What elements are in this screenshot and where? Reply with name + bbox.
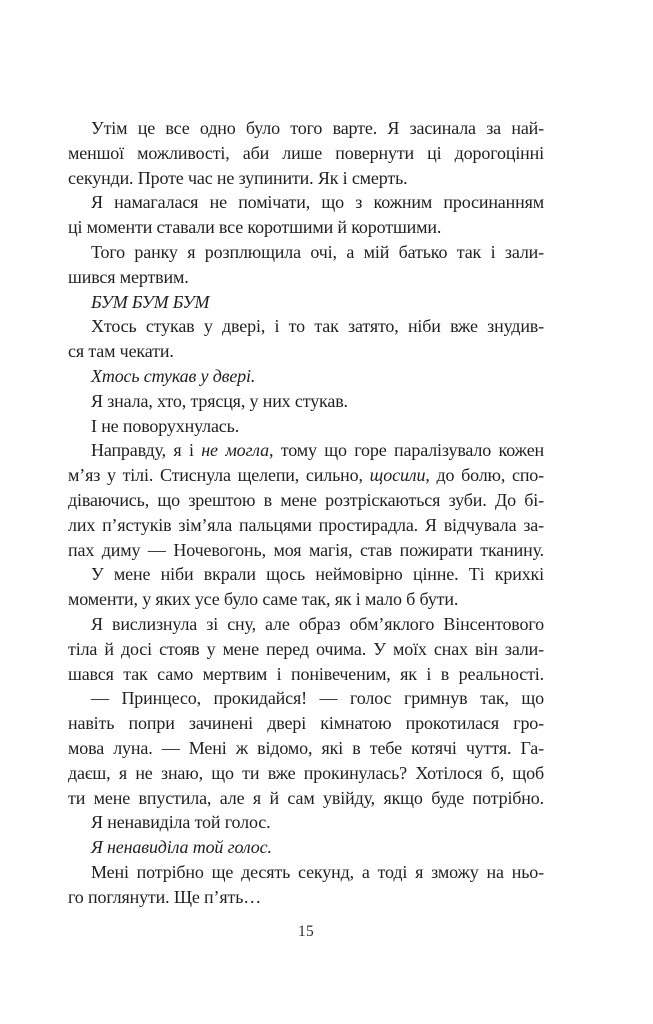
text-run: шався так само мертвим і понівеченим, як і в реальності. xyxy=(68,663,544,684)
text-run: Направду, я і xyxy=(91,440,202,461)
text-run: ся там чекати. xyxy=(68,341,174,362)
text-run: Я знала, хто, трясця, у них стукав. xyxy=(91,390,348,411)
text-line xyxy=(68,587,544,612)
text-line xyxy=(68,538,544,563)
italic-text-run: Я ненавиділа той голос. xyxy=(91,837,272,858)
text-run: ці моменти ставали все коротшими й коротшими. xyxy=(68,217,442,238)
text-run: тіла й досі стояв у мене перед очима. У моїх снах він зали- xyxy=(68,638,544,659)
text-line xyxy=(68,240,544,265)
text-line xyxy=(68,885,544,910)
text-run: меншої можливості, аби лише повернути ці дорогоцінні xyxy=(68,142,544,163)
text-line xyxy=(68,190,544,215)
text-line xyxy=(68,265,544,290)
text-line xyxy=(68,786,544,811)
text-run: Утім це все одно було того варте. Я засинала за най- xyxy=(91,118,544,138)
text-run: Я намагалася не помічати, що з кожним просинанням xyxy=(91,192,544,213)
text-line xyxy=(68,513,544,538)
text-line xyxy=(68,166,544,191)
text-line xyxy=(68,438,544,463)
text-run: моменти, у яких усе було саме так, як і мало б бути. xyxy=(68,589,459,610)
text-run: секунди. Проте час не зупинити. Як і смерть. xyxy=(68,167,408,188)
text-line xyxy=(68,662,544,687)
text-line xyxy=(68,141,544,166)
text-line xyxy=(68,761,544,786)
text-run: даєш, я не знаю, що ти вже прокинулась? Хотілося б, щоб xyxy=(68,762,544,783)
text-run: пах диму — Ночевогонь, моя магія, став пожирати тканину. xyxy=(68,539,544,560)
text-run: мова луна. — Мені ж відомо, які в тебе котячі чуття. Га- xyxy=(68,737,544,758)
page-number: 15 xyxy=(297,923,315,940)
text-run: го поглянути. Ще п’ять… xyxy=(68,886,262,907)
text-run: м’яз у тілі. Стиснула щелепи, сильно, xyxy=(68,465,370,486)
text-line xyxy=(68,215,544,240)
text-line xyxy=(68,488,544,513)
text-line xyxy=(68,612,544,637)
text-run: ти мене впустила, але я й сам увійду, якщо буде потрібно. xyxy=(68,787,544,808)
text-run: діваючись, що зрештою в мене розтріскаються зуби. До бі- xyxy=(68,489,544,510)
text-run: Я вислизнула зі сну, але образ обм’яклого Вінсентового xyxy=(91,613,544,634)
text-run: Мені потрібно ще десять секунд, а тоді я зможу на ньо- xyxy=(91,861,544,882)
text-line xyxy=(68,562,544,587)
text-line xyxy=(68,314,544,339)
text-line xyxy=(68,389,544,414)
text-line xyxy=(68,736,544,761)
text-run: , тому що горе паралізувало кожен xyxy=(268,440,544,461)
text-run: навіть попри зачинені двері кімнатою прокотилася гро- xyxy=(68,713,544,734)
text-run: шився мертвим. xyxy=(68,266,189,287)
italic-text-run: не могла xyxy=(201,440,269,461)
text-line xyxy=(68,364,544,389)
text-run: Хтось стукав у двері, і то так затято, ніби вже знудив- xyxy=(91,316,544,337)
text-line xyxy=(68,686,544,711)
text-line xyxy=(68,290,544,315)
text-run: — Принцесо, прокидайся! — голос гримнув так, що xyxy=(91,688,544,709)
italic-text-run: Хтось стукав у двері. xyxy=(91,365,256,386)
text-line xyxy=(68,414,544,439)
italic-text-run: БУМ БУМ БУМ xyxy=(91,291,210,312)
italic-text-run: щосили xyxy=(369,465,426,486)
text-line xyxy=(68,835,544,860)
text-run: Того ранку я розплющила очі, а мій батько так і зали- xyxy=(91,241,544,262)
page-text xyxy=(68,116,544,910)
text-run: лих п’ястуків зім’яла пальцями простирадла. Я відчувала за- xyxy=(68,514,544,535)
text-line xyxy=(68,810,544,835)
text-line xyxy=(68,116,544,141)
text-run: І не поворухнулась. xyxy=(91,415,240,436)
text-run: У мене ніби вкрали щось неймовірно цінне. Ті крихкі xyxy=(91,564,544,585)
text-run: Я ненавиділа той голос. xyxy=(91,812,271,833)
text-line xyxy=(68,339,544,364)
text-line xyxy=(68,860,544,885)
text-line xyxy=(68,637,544,662)
text-line xyxy=(68,463,544,488)
text-run: , до болю, спо- xyxy=(425,465,544,486)
text-line xyxy=(68,711,544,736)
